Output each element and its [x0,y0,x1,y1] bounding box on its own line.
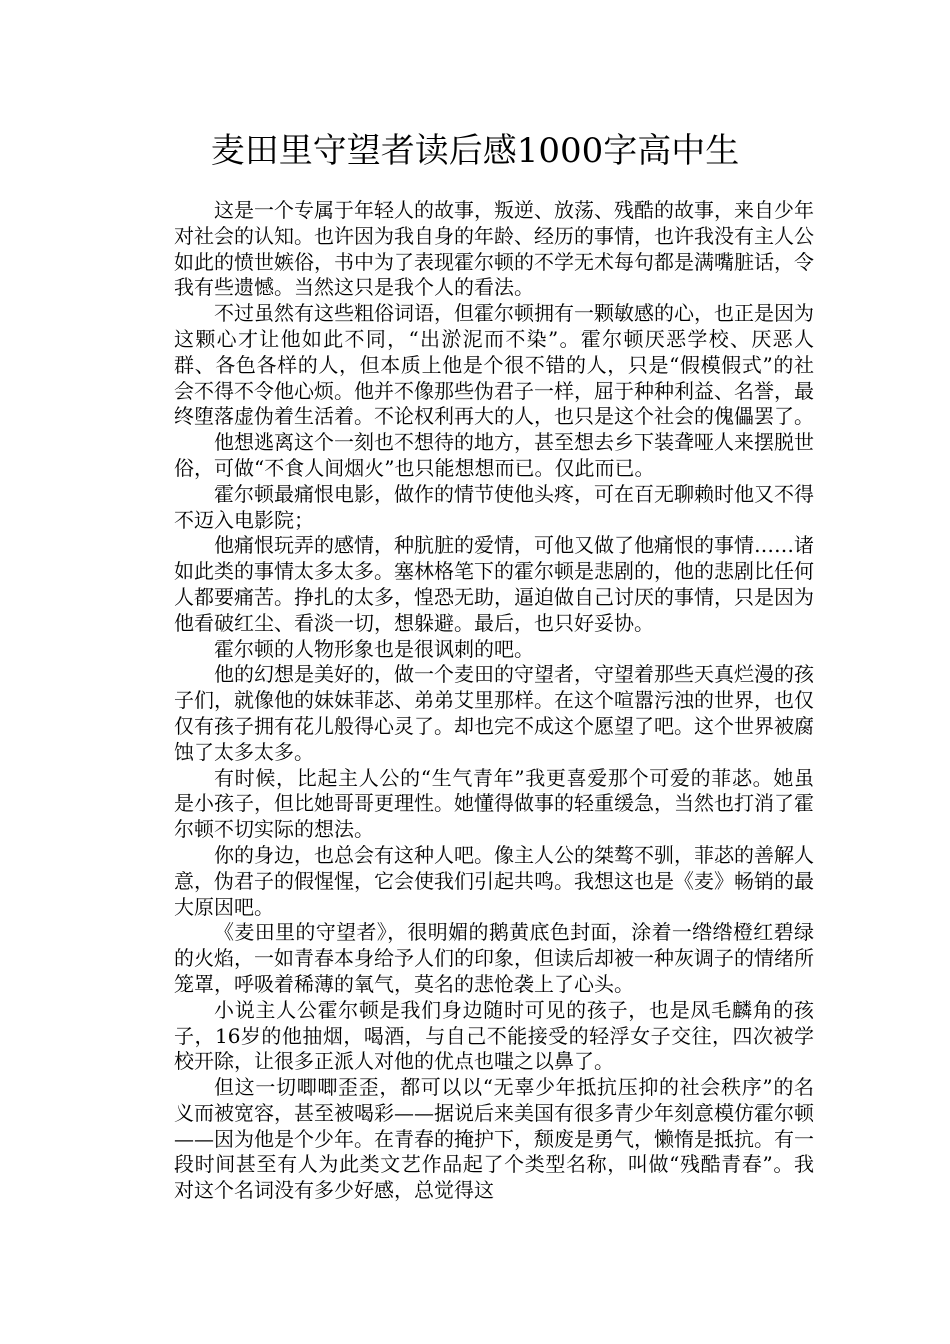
paragraph: 小说主人公霍尔顿是我们身边随时可见的孩子，也是凤毛麟角的孩子，16岁的他抽烟，喝酒，与自己不能接受的轻浮女子交往，四次被学校开除，让很多正派人对他的优点也嗤之以鼻了。 [174,997,814,1074]
paragraph: 他的幻想是美好的，做一个麦田的守望者，守望着那些天真烂漫的孩子们，就像他的妹妹菲苾、弟弟艾里那样。在这个喧嚣污浊的世界，也仅仅有孩子拥有花儿般得心灵了。却也完不成这个愿望了吧。这个世界被腐蚀了太多太多。 [174,662,814,764]
paragraph: 但这一切唧唧歪歪，都可以以“无辜少年抵抗压抑的社会秩序”的名义而被宽容，甚至被喝彩——据说后来美国有很多青少年刻意模仿霍尔顿——因为他是个少年。在青春的掩护下，颓废是勇气，懒惰是抵抗。有一段时间甚至有人为此类文艺作品起了个类型名称，叫做“残酷青春”。我对这个名词没有多少好感，总觉得这 [174,1075,814,1203]
paragraph: 有时候，比起主人公的“生气青年”我更喜爱那个可爱的菲苾。她虽是小孩子，但比她哥哥更理性。她懂得做事的轻重缓急，当然也打消了霍尔顿不切实际的想法。 [174,765,814,842]
paragraph: 霍尔顿的人物形象也是很讽刺的吧。 [214,636,534,661]
paragraph: 他痛恨玩弄的感情，种肮脏的爱情，可他又做了他痛恨的事情……诸如此类的事情太多太多。塞林格笔下的霍尔顿是悲剧的，他的悲剧比任何人都要痛苦。挣扎的太多，惶恐无助，逼迫做自己讨厌的事情，只是因为他看破红尘、看淡一切，想躲避。最后，也只好妥协。 [174,533,814,635]
paragraph: 不过虽然有这些粗俗词语，但霍尔顿拥有一颗敏感的心，也正是因为这颗心才让他如此不同，“出淤泥而不染”。霍尔顿厌恶学校、厌恶人群、各色各样的人，但本质上他是个很不错的人，只是“假模假式”的社会不得不令他心烦。他并不像那些伪君子一样，屈于种种利益、名誉，最终堕落虚伪着生活着。不论权利再大的人，也只是这个社会的傀儡罢了。 [174,301,814,429]
paragraph: 霍尔顿最痛恨电影，做作的情节使他头疼，可在百无聊赖时他又不得不迈入电影院； [174,481,814,532]
paragraph: 《麦田里的守望者》，很明媚的鹅黄底色封面，涂着一绺绺橙红碧绿的火焰，一如青春本身给予人们的印象，但读后却被一种灰调子的情绪所笼罩，呼吸着稀薄的氧气，莫名的悲怆袭上了心头。 [174,920,814,996]
paragraph: 你的身边，也总会有这种人吧。像主人公的桀骜不驯，菲苾的善解人意，伪君子的假惺惺，它会使我们引起共鸣。我想这也是《麦》畅销的最大原因吧。 [174,842,814,919]
document-body [174,198,814,1204]
document-title: 麦田里守望者读后感1000字高中生 [210,131,740,171]
paragraph: 他想逃离这个一刻也不想待的地方，甚至想去乡下装聋哑人来摆脱世俗，可做“不食人间烟火”也只能想想而已。仅此而已。 [174,430,814,480]
paragraph: 这是一个专属于年轻人的故事，叛逆、放荡、残酷的故事，来自少年对社会的认知。也许因为我自身的年龄、经历的事情，也许我没有主人公如此的愤世嫉俗，书中为了表现霍尔顿的不学无术每句都是满嘴脏话，令我有些遗憾。当然这只是我个人的看法。 [174,198,814,300]
